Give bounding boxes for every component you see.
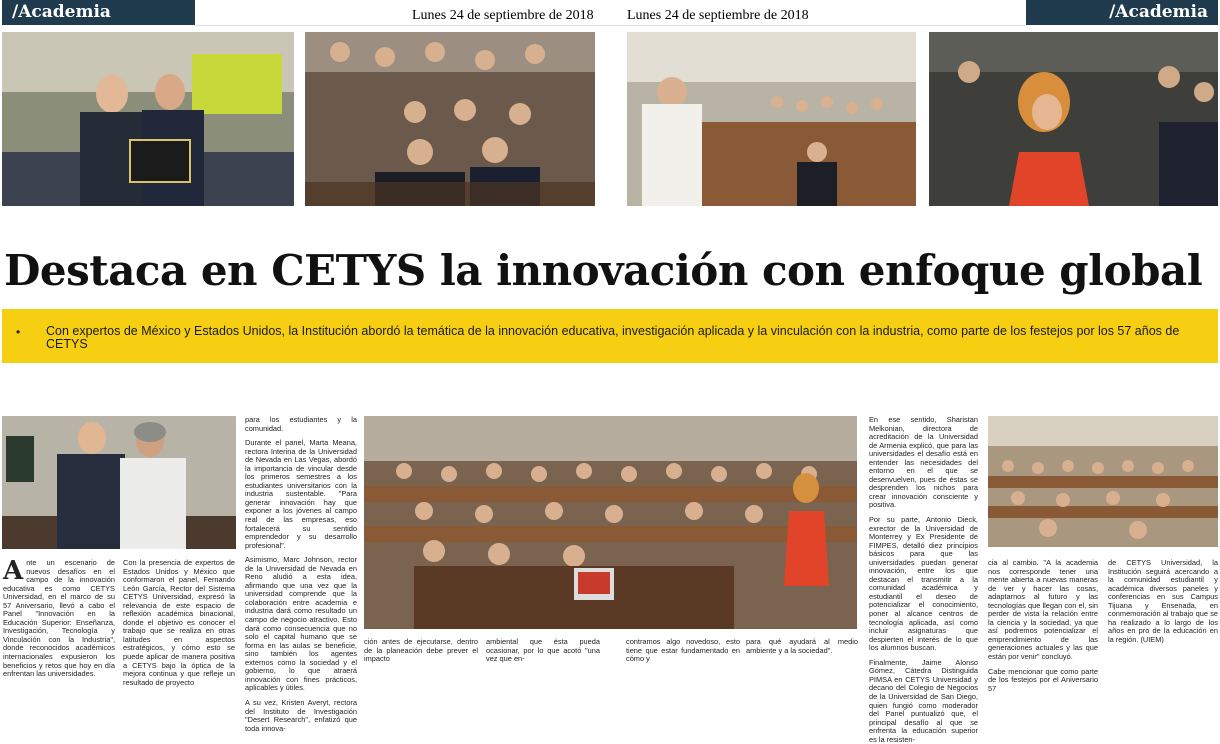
col8-paragraph-2: Por su parte, Antonio Dieck, exrector de la Universidad de Monterrey y Ex Presidente de FIMPES, detalló diez principios básicos para que las universidades puedan generar innovación, entre los que destacan el transmitir a la comunidad académica y estudiantil el deseo de potencializar el conocimiento, poner al alcance centros de tecnología aplicada, así como incluir asignaturas que despierten el interés de lo que los alumnos buscan. [869, 515, 978, 653]
photo-speaker-red-dress [929, 32, 1218, 206]
article-column-5 [486, 638, 600, 677]
col5-text: ambiental que ésta pueda ocasionar, por lo que acotó "una vez que en- [486, 637, 600, 664]
article-deck [2, 309, 1218, 363]
issue-date-right: Lunes 24 de septiembre de 2018 [627, 8, 809, 23]
photo-panel-session [364, 416, 857, 629]
col3-paragraph-2: Durante el panel, Marta Meana, rectora Interina de la Universidad de Nevada en Las Vegas, abordó la importancia de vincular desde los primeros semestres a los estudiantes universitarios con la industria sustentable. "Para generar innovación hay que exponer a los jóvenes al campo real de las empresas, eso fortalecerá su sentido emprendedor y su desarrollo profesional". [245, 438, 357, 550]
deck-text: Con expertos de México y Estados Unidos, la Institución abordó la temática de la innovación educativa, investigación aplicada y la vinculación con la industria, como parte de los festejos por los 57 años de CETYS [46, 324, 1180, 351]
header-rule [195, 0, 1026, 26]
issue-date-left: Lunes 24 de septiembre de 2018 [412, 8, 594, 23]
article-column-9 [988, 558, 1098, 693]
section-label-right: /Academia [1026, 0, 1218, 25]
section-label-left: /Academia [2, 0, 195, 25]
deck-bullet-icon: • [16, 325, 21, 339]
article-column-6 [626, 638, 740, 677]
col9-paragraph-1: cia al cambio. "A la academia nos corresponde tener una mente abierta a nuevas maneras de ver y hacer las cosas, adaptarnos al futuro y las tecnologías que llegan con el, sin perder de vista la relación entre la ciencia y la sociedad, ya que así podremos potencializar el emprendimiento de las generaciones actuales y las que están por venir" concluyó. [988, 558, 1098, 662]
col8-paragraph-1: En ese sentido, Sharistan Melkonian, directora de acreditación de la Universidad de Armenia explicó, que para las universidades el desafío está en entender las necesidades del entorno en el que se desenvuelven, pues de éstas se desprenden los nichos para crear innovación consciente y positiva. [869, 415, 978, 510]
article-headline: Destaca en CETYS la innovación con enfoque global [4, 246, 1203, 295]
photo-award-ceremony [2, 32, 294, 206]
article-column-3 [245, 415, 357, 733]
col6-text: contramos algo novedoso, esto tiene que estar fundamentado en cómo y [626, 637, 740, 664]
col2-text: Con la presencia de expertos de Estados Unidos y México que conformaron el panel, Fernando León García, Rector del Sistema CETYS Universidad, expresó la relevancia de este espacio de reflexión académica binacional, donde el objetivo es conocer el trabajo que se realiza en otras latitudes en aspectos estratégicos, y cómo esto se puede aplicar de manera positiva a CETYS bajo la óptica de la mejora continua y que refleje un resultado de proyecto [123, 558, 235, 687]
col9-paragraph-2: Cabe mencionar que como parte de los festejos por el Aniversario 57 [988, 666, 1098, 693]
article-column-8 [869, 415, 978, 744]
col10-text: de CETYS Universidad, la Institución seguirá acercando a la comunidad estudiantil y académica diversos paneles y conferencias en sus Campus Tijuana y Ensenada, en conmemoración al trabajo que se ha realizado a lo largo de los años en pro de la educación en la región. (UIEM) [1108, 558, 1218, 644]
article-column-2 [123, 558, 235, 687]
photo-auditorium-wide [627, 32, 916, 206]
col4-text: ción antes de ejecutarse, dentro de la planeación debe prever el impacto [364, 637, 478, 664]
photo-panel-audience [305, 32, 595, 206]
article-column-7 [746, 638, 858, 677]
article-column-4 [364, 638, 478, 677]
photo-audience-wide [988, 416, 1218, 547]
col3-paragraph-1: para los estudiantes y la comunidad. [245, 415, 357, 433]
col3-paragraph-3: Asimismo, Marc Johnson, rector de la Universidad de Nevada en Reno aludió a esta idea, afirmando que una vez que la universidad comprende que la colaboración entre academia e industria dará como resultado un campo de negocio atractivo. Esto dará como consecuencia que no solo el capital humano que se forma en las aulas se beneficie, sino también los agentes externos como la sociedad y el gobierno, lo que atraerá innovación con fines prácticos, aplicables y útiles. [245, 555, 357, 693]
photo-handshake [2, 416, 236, 549]
drop-cap: A [3, 556, 24, 586]
col8-paragraph-3: Finalmente, Jaime Alonso Gómez, Cátedra Distinguida PIMSA en CETYS Universidad y decano del Colegio de Negocios de la Universidad de San Diego, quien fungió como moderador del Panel puntualizó que, el principal desafío al que se enfrenta la educación superior es la resisten- [869, 657, 978, 744]
article-column-10 [1108, 559, 1218, 677]
article-column-1 [3, 556, 115, 679]
col3-paragraph-4: A su vez, Kristen Averyt, rectora del Instituto de Investigación "Desert Research", enfatizó que toda innova- [245, 697, 357, 733]
col7-text: para qué ayudará al medio ambiente y a la sociedad". [746, 637, 858, 655]
col1-text: nte un escenario de nuevos desafíos en el campo de la innovación educativa es como CETYS Universidad, en el marco de su 57 Aniversario, llevó a cabo el Panel "Innovación en la Educación Superior: Enseñanza, Investigación, Tecnología y Vinculación con la Industria", donde reconocidos académicos internacionales expusieron los beneficios y retos que hoy en día enfrentan las universidades. [3, 558, 115, 679]
